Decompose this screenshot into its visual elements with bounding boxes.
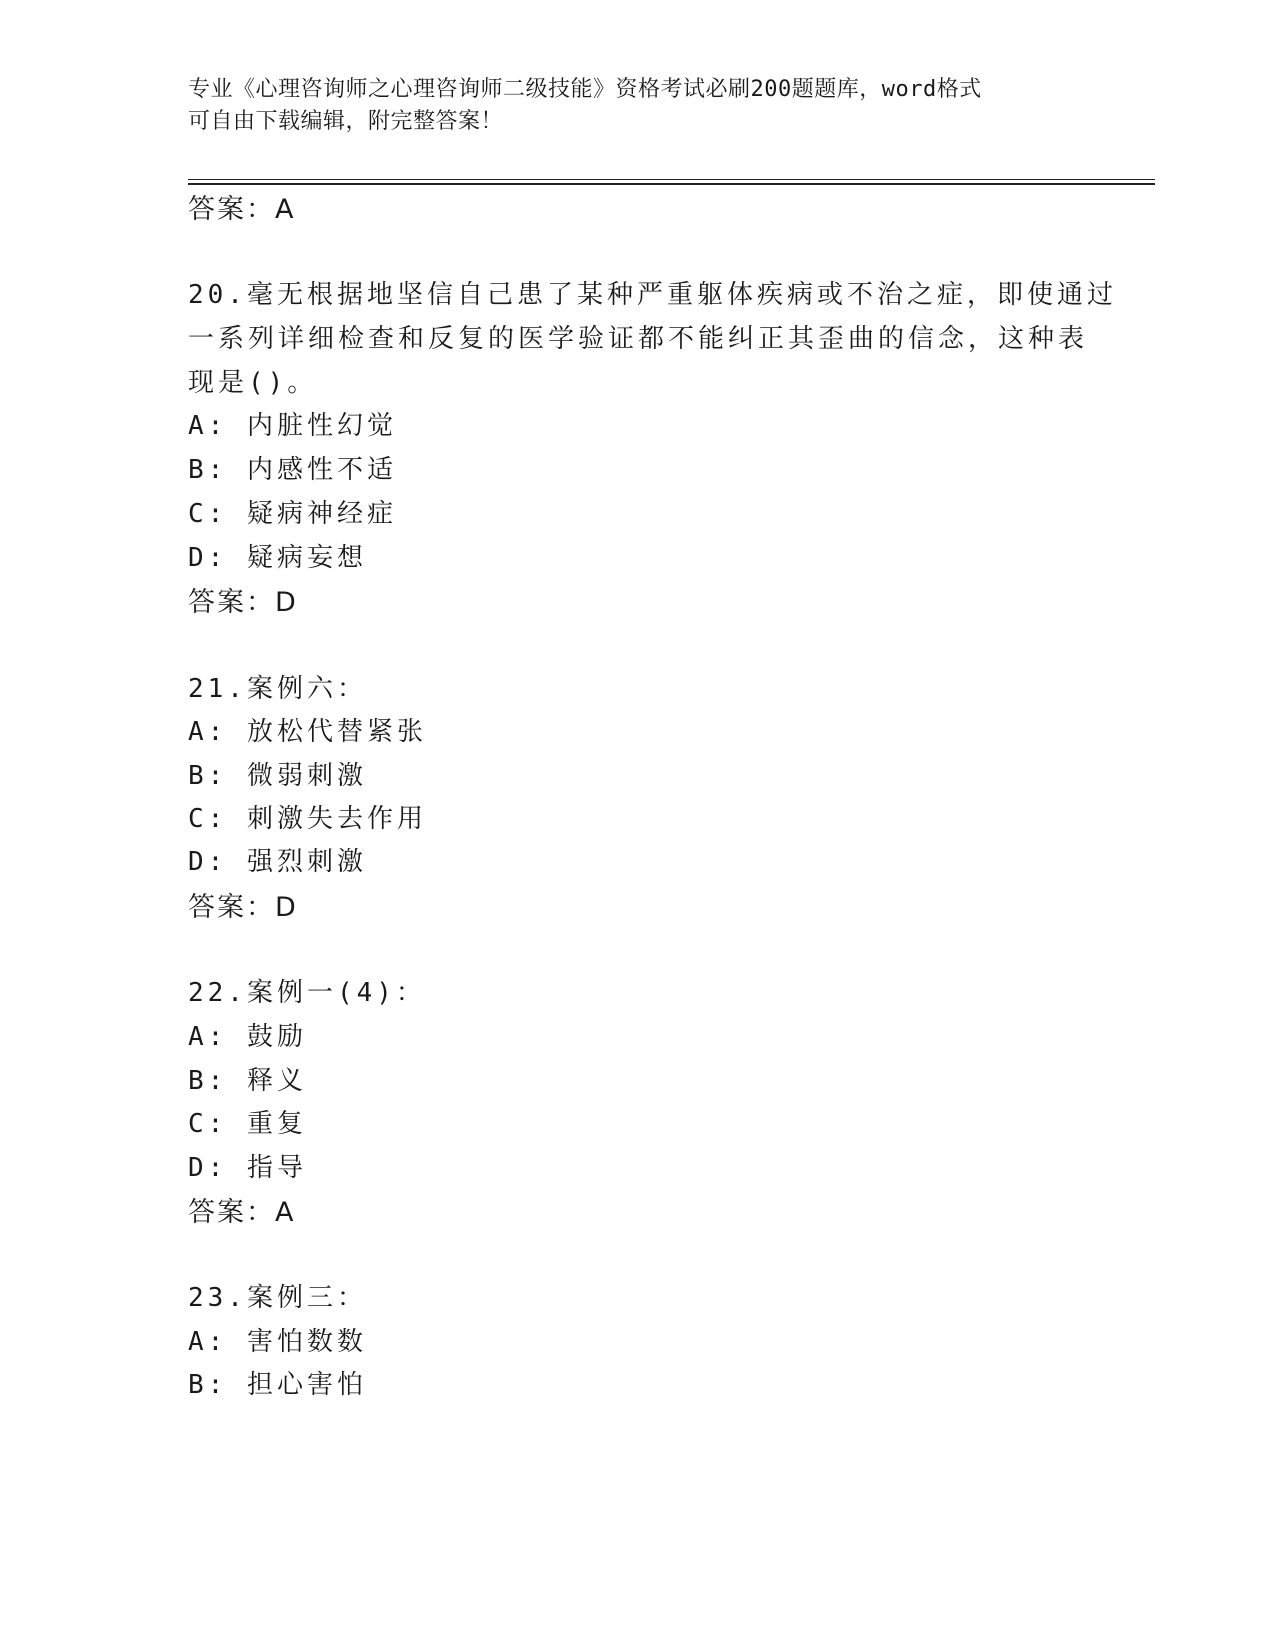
header-divider-thick <box>188 183 1155 185</box>
question-21-line-1: 21.案例六： <box>188 674 367 704</box>
header-divider-thin <box>188 179 1155 180</box>
question-21-option-d: D: 强烈刺激 <box>188 847 367 877</box>
question-23-option-b: B: 担心害怕 <box>188 1370 367 1400</box>
question-20-line-2: 一系列详细检查和反复的医学验证都不能纠正其歪曲的信念，这种表 <box>188 324 1089 354</box>
question-22-option-c: C: 重复 <box>188 1109 307 1139</box>
previous-answer: 答案：A <box>188 194 296 225</box>
question-22-option-d: D: 指导 <box>188 1153 307 1183</box>
question-20-line-3: 现是()。 <box>188 368 318 398</box>
document-header <box>188 74 1088 138</box>
question-20-option-a: A: 内脏性幻觉 <box>188 411 397 441</box>
question-21-option-b: B: 微弱刺激 <box>188 761 367 791</box>
question-22-answer: 答案：A <box>188 1197 296 1228</box>
question-22-option-b: B: 释义 <box>188 1066 307 1096</box>
question-20-line-1: 20.毫无根据地坚信自己患了某种严重躯体疾病或不治之症，即使通过 <box>188 280 1117 310</box>
header-line-1: 专业《心理咨询师之心理咨询师二级技能》资格考试必刷200题题库，word格式 <box>188 77 982 102</box>
question-22-line-1: 22.案例一(4)： <box>188 978 426 1008</box>
question-23-line-1: 23.案例三： <box>188 1283 367 1313</box>
question-21-option-c: C: 刺激失去作用 <box>188 804 427 834</box>
question-20-option-d: D: 疑病妄想 <box>188 543 367 573</box>
question-21-option-a: A: 放松代替紧张 <box>188 717 427 747</box>
question-21-answer: 答案：D <box>188 892 298 923</box>
question-20-answer: 答案：D <box>188 587 298 618</box>
question-20-option-b: B: 内感性不适 <box>188 455 397 485</box>
header-line-2: 可自由下载编辑，附完整答案！ <box>188 109 504 134</box>
question-23-option-a: A: 害怕数数 <box>188 1327 367 1357</box>
question-20-option-c: C: 疑病神经症 <box>188 499 397 529</box>
question-22-option-a: A: 鼓励 <box>188 1022 307 1052</box>
